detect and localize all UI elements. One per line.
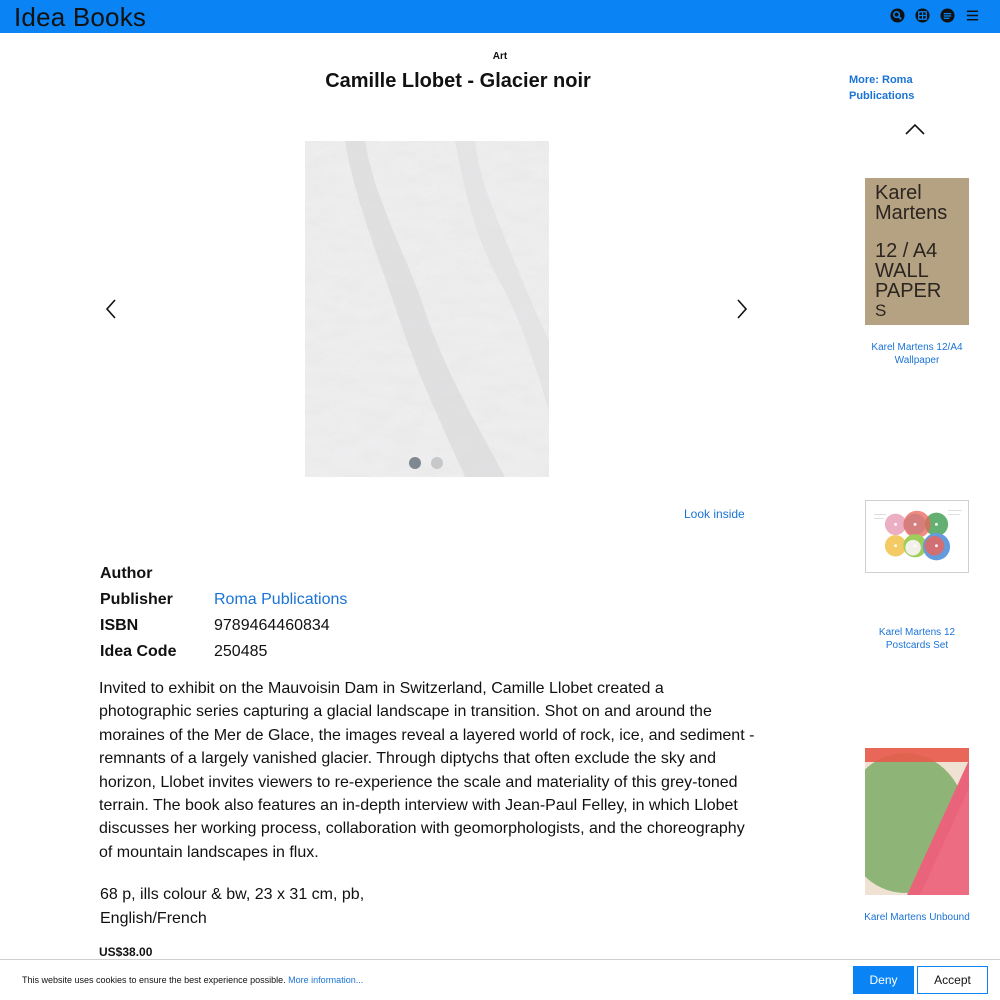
scroll-up-arrow-icon[interactable] [904,122,926,136]
cover-text-line-4: WALL [875,260,929,282]
publisher-link[interactable]: Roma Publications [214,591,348,608]
gallery-dot-1[interactable] [409,457,421,469]
top-icons [890,8,980,23]
cookie-banner [0,959,1000,1000]
product-description: Invited to exhibit on the Mauvoisin Dam in Switzerland, Camille Llobet created a photographic series capturing a glacial landscape in transition. Shot on and around the moraines of the Mer de Glace, the images reveal a layered world of rock, ice, and sediment - remnants of a largely vanished glacier. Through diptychs that often exclude the sky and horizon, Llobet invites viewers to re-experience the scale and materiality of this grey-toned terrain. The book also features an in-depth interview with Jean-Paul Felley, in which Llobet discusses her working process, collaboration with geomorphologists, and the choreography of mountain landscapes in flux. [99,680,755,861]
search-icon[interactable] [890,8,905,23]
menu-icon[interactable] [965,8,980,23]
related-book-title-1[interactable]: Karel Martens 12/A4 Wallpaper [871,342,963,366]
related-book-cover-1[interactable] [865,178,969,325]
spec-line-2: English/French [100,909,207,927]
product-specs [100,883,400,930]
meta-row-idea-code [100,639,347,665]
related-book-cover-3[interactable] [865,748,969,895]
idea-code-label: Idea Code [100,643,177,660]
browse-icon[interactable] [940,8,955,23]
bookstore-icon[interactable] [915,8,930,23]
product-title: Camille Llobet - Glacier noir [325,70,591,92]
gallery-pagination [409,457,443,469]
top-bar [0,0,1000,33]
isbn-value: 9789464460834 [214,617,330,634]
cover-text-line-6: S [875,301,887,320]
cookie-text: This website uses cookies to ensure the best experience possible. [22,975,286,985]
spec-line-1: 68 p, ills colour & bw, 23 x 31 cm, pb, [100,886,365,903]
cover-text-line-3: 12 / A4 [875,240,938,262]
look-inside-link[interactable]: Look inside [684,507,745,521]
author-label: Author [100,565,153,582]
isbn-label: ISBN [100,617,139,634]
related-book-title-3[interactable]: Karel Martens Unbound [864,912,970,923]
previous-image-arrow-icon[interactable] [101,297,121,321]
book-cover-image [305,141,549,477]
publisher-label: Publisher [100,591,173,608]
site-logo[interactable]: Idea Books [14,2,147,32]
product-metadata [100,561,347,665]
idea-code-value: 250485 [214,643,268,660]
cover-text-line-1: Karel [875,182,922,204]
meta-row-author [100,561,347,587]
more-from-publisher-link[interactable]: More: Roma Publications [849,74,915,102]
cookie-more-info-link[interactable]: More information... [288,975,364,985]
cover-text-line-5: PAPER [875,280,942,302]
meta-row-publisher [100,587,347,613]
cookie-accept-button[interactable]: Accept [917,966,988,994]
product-category[interactable]: Art [492,51,508,62]
related-book-cover-2[interactable] [865,500,969,573]
cover-text-line-2: Martens [875,202,948,224]
gallery-dot-2[interactable] [431,457,443,469]
related-book-title-2[interactable]: Karel Martens 12 Postcards Set [878,627,956,651]
cookie-deny-button[interactable]: Deny [853,966,914,994]
cookie-message [22,975,363,985]
meta-row-isbn [100,613,347,639]
next-image-arrow-icon[interactable] [732,297,752,321]
product-price: US$38.00 [99,945,153,959]
